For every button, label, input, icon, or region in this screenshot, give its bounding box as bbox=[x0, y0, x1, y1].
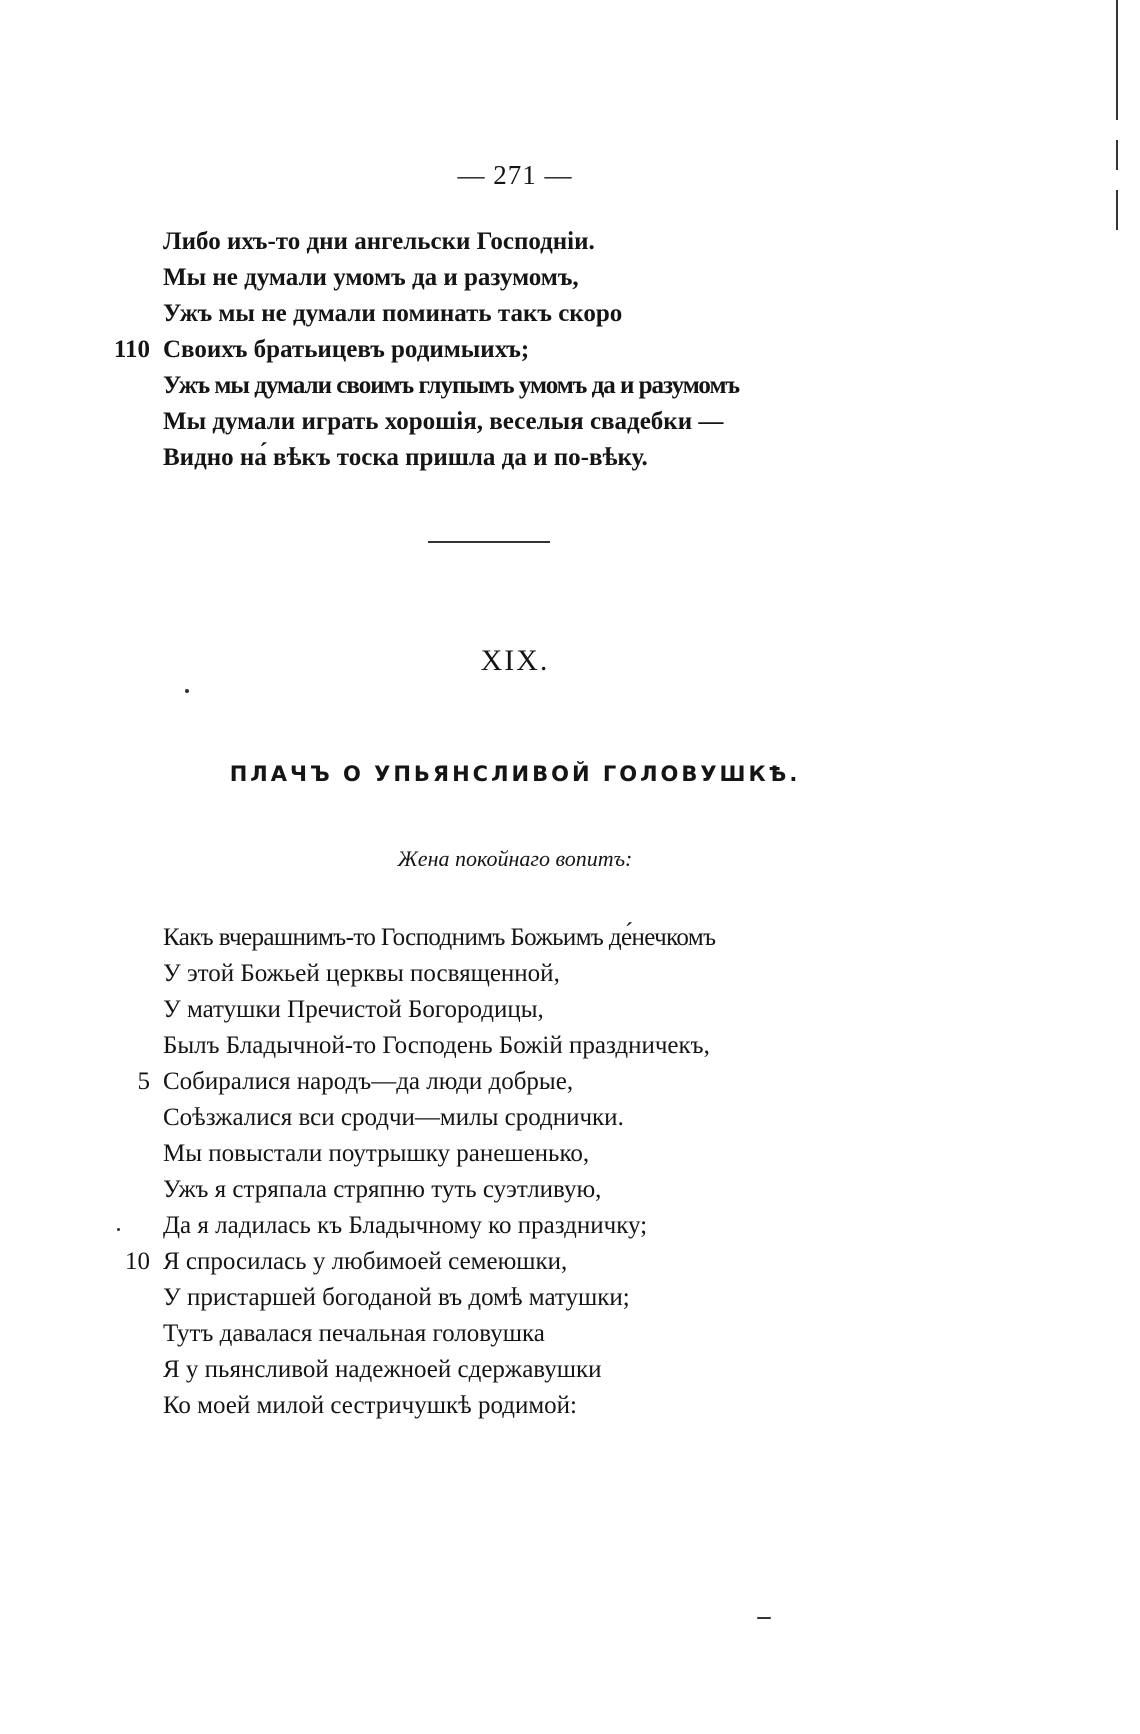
line-text: Либо ихъ-то дни ангельски Господніи. bbox=[163, 228, 595, 255]
verse-line bbox=[0, 332, 1140, 368]
line-text: У матушки Пречистой Богородицы, bbox=[163, 996, 544, 1023]
verse-line bbox=[0, 1172, 1140, 1208]
verse-line bbox=[0, 440, 1140, 476]
verse-line bbox=[0, 1136, 1140, 1172]
scan-speck bbox=[185, 689, 189, 693]
verse-line bbox=[0, 1244, 1140, 1280]
section-divider bbox=[428, 541, 550, 543]
top-stanza bbox=[0, 224, 1140, 476]
verse-line bbox=[0, 920, 1140, 956]
verse-line bbox=[0, 1388, 1140, 1424]
line-text: У этой Божьей церквы посвященной, bbox=[163, 960, 560, 987]
verse-line bbox=[0, 404, 1140, 440]
line-text: Я у пьянсливой надежноей сдержавушки bbox=[163, 1356, 602, 1383]
verse-line bbox=[0, 956, 1140, 992]
line-text: Видно на́ вѣкъ тоска пришла да и по-вѣку. bbox=[163, 444, 648, 471]
line-text: Ужъ мы думали своимъ глупымъ умомъ да и разумомъ bbox=[163, 372, 740, 399]
scan-edge-mark bbox=[1116, 0, 1118, 120]
line-text: Собиралися народъ—да люди добрые, bbox=[163, 1068, 574, 1095]
poem-title: ПЛАЧЪ О УПЬЯНСЛИВОЙ ГОЛОВУШКѢ. bbox=[229, 762, 801, 786]
line-text: У пристаршей богоданой въ домѣ матушки; bbox=[163, 1284, 630, 1311]
verse-line bbox=[0, 368, 1140, 404]
verse-line bbox=[0, 1064, 1140, 1100]
line-text: Соѣзжалися вси сродчи—милы сроднички. bbox=[163, 1104, 624, 1131]
line-text: Ужъ я стряпала стряпню туть суэтливую, bbox=[163, 1176, 602, 1203]
scan-speck bbox=[757, 1617, 771, 1619]
section-numeral: XIX. bbox=[480, 644, 550, 677]
line-text: Тутъ давалася печальная головушка bbox=[163, 1320, 545, 1347]
line-text: Мы повыстали поутрышку ранешенько, bbox=[163, 1140, 590, 1167]
line-text: Ужъ мы не думали поминать такъ скоро bbox=[163, 300, 623, 327]
verse-line bbox=[0, 260, 1140, 296]
line-text: Мы не думали умомъ да и разумомъ, bbox=[163, 264, 579, 291]
line-number: 5 bbox=[137, 1068, 150, 1095]
scan-edge-mark bbox=[1116, 140, 1118, 170]
verse-line bbox=[0, 1100, 1140, 1136]
verse-line bbox=[0, 992, 1140, 1028]
line-text: Былъ Бладычной-то Господень Божій праздничекъ, bbox=[163, 1032, 710, 1059]
page-number: — 271 — bbox=[457, 160, 573, 190]
speaker-note: Жена покойнаго вопитъ: bbox=[397, 846, 633, 871]
scan-speck bbox=[117, 1228, 120, 1231]
line-text: Я спросилась у любимоей семеюшки, bbox=[163, 1248, 568, 1275]
line-number: 110 bbox=[113, 336, 150, 363]
bottom-stanza bbox=[0, 920, 1140, 1424]
verse-line bbox=[0, 1316, 1140, 1352]
line-number: 10 bbox=[125, 1248, 150, 1275]
verse-line bbox=[0, 224, 1140, 260]
verse-line bbox=[0, 296, 1140, 332]
line-text: Да я ладилась къ Бладычному ко праздничку; bbox=[163, 1212, 648, 1239]
scan-edge-mark bbox=[1116, 190, 1118, 230]
verse-line bbox=[0, 1352, 1140, 1388]
line-text: Ко моей милой сестричушкѣ родимой: bbox=[163, 1392, 577, 1419]
line-text: Мы думали играть хорошія, веселыя свадебки — bbox=[163, 408, 724, 435]
verse-line bbox=[0, 1280, 1140, 1316]
line-text: Какъ вчерашнимъ-то Господнимъ Божьимъ де́нечкомъ bbox=[163, 924, 716, 951]
verse-line bbox=[0, 1028, 1140, 1064]
line-text: Своихъ братьицевъ родимыихъ; bbox=[163, 336, 530, 363]
verse-line bbox=[0, 1208, 1140, 1244]
